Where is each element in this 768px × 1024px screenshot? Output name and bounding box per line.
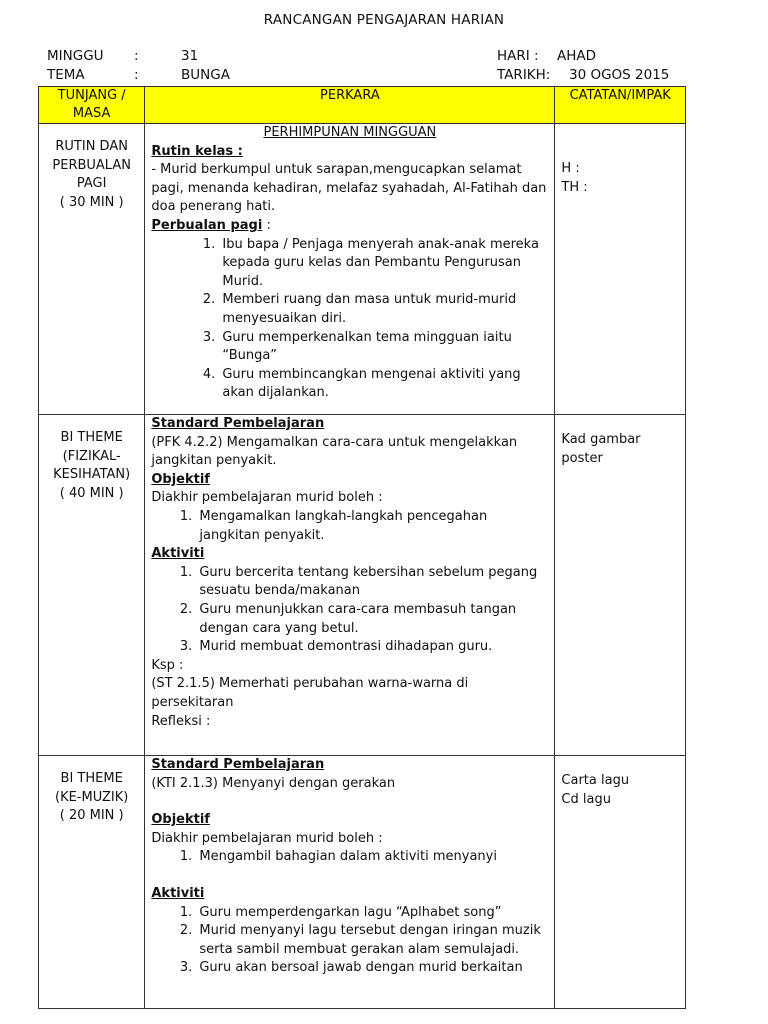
- col-header-tunjang: [39, 87, 145, 124]
- table-row: [39, 124, 686, 415]
- objektif-title: Objektif: [151, 812, 210, 828]
- tema-value: BUNGA: [181, 67, 230, 83]
- standard-text: (PFK 4.2.2) Mengamalkan cara-cara untuk mengelakkan jangkitan penyakit.: [151, 434, 518, 469]
- minggu-label: MINGGU: [47, 48, 104, 64]
- spacer: [151, 867, 548, 885]
- perkara-cell-rutin: [145, 124, 555, 415]
- objektif-intro: Diakhir pembelajaran murid boleh :: [151, 830, 383, 846]
- standard-text: (KTI 2.1.3) Menyanyi dengan gerakan: [151, 775, 396, 791]
- tunjang-line: KESIHATAN): [53, 467, 131, 483]
- minggu-value: 31: [181, 48, 199, 64]
- tunjang-line: BI THEME: [60, 771, 123, 786]
- hari-value: AHAD: [557, 48, 597, 64]
- tunjang-line: (KE-MUZIK): [55, 789, 129, 805]
- tunjang-line: RUTIN DAN: [55, 139, 128, 154]
- perbualan-colon: :: [262, 217, 271, 233]
- lesson-plan-table: [38, 86, 686, 1009]
- catatan-line: Carta lagu: [561, 773, 630, 788]
- col-header-perkara-text: PERKARA: [320, 88, 380, 103]
- perbualan-list: [151, 236, 548, 403]
- tunjang-line: ( 20 MIN ): [59, 808, 124, 824]
- objektif-list: [151, 848, 548, 867]
- section-heading: PERHIMPUNAN MINGGUAN: [263, 125, 437, 140]
- aktiviti-title: Aktiviti: [151, 885, 205, 901]
- tunjang-line: (FIZIKAL-: [62, 448, 121, 464]
- ksp-label: Ksp :: [151, 657, 184, 673]
- rutin-text: - Murid berkumpul untuk sarapan,mengucapkan selamat pagi, menanda kehadiran, melafaz syahadah, Al-Fatihah dan doa penerang hati.: [151, 162, 547, 215]
- catatan-cell-rutin: [555, 124, 686, 415]
- aktiviti-list: [151, 564, 548, 657]
- ksp-text: (ST 2.1.5) Memerhati perubahan warna-warna di persekitaran: [151, 676, 469, 710]
- perkara-cell-fizikal: [145, 415, 555, 756]
- standard-title: Standard Pembelajaran: [151, 416, 325, 431]
- table-row: [39, 756, 686, 1009]
- table-header-row: [39, 87, 686, 124]
- catatan-line: TH :: [561, 179, 588, 195]
- catatan-cell-fizikal: [555, 415, 686, 756]
- list-item: 1. Mengambil bahagian dalam aktiviti menyanyi: [196, 848, 548, 867]
- page-title: RANCANGAN PENGAJARAN HARIAN: [263, 12, 505, 28]
- catatan-line: H :: [561, 161, 580, 176]
- objektif-list: [151, 508, 548, 545]
- tarikh-label: TARIKH:: [497, 67, 551, 83]
- aktiviti-title: Aktiviti: [151, 546, 205, 562]
- refleksi-label: Refleksi :: [151, 713, 211, 729]
- tunjang-cell-rutin: [39, 124, 145, 415]
- tarikh-value: 30 OGOS 2015: [569, 67, 670, 83]
- catatan-cell-muzik: [555, 756, 686, 1009]
- tunjang-line: PAGI: [76, 176, 107, 192]
- col-header-tunjang-text: TUNJANG / MASA: [57, 88, 126, 121]
- table-row: [39, 415, 686, 756]
- list-item: 1. Guru memperdengarkan lagu “Aplhabet song”: [196, 904, 548, 923]
- list-item: 4. Guru membincangkan mengenai aktiviti yang akan dijalankan.: [219, 366, 548, 403]
- list-item: 1. Ibu bapa / Penjaga menyerah anak-anak mereka kepada guru kelas dan Pembantu Pengurusan Murid.: [219, 236, 548, 292]
- hari-label: HARI :: [497, 48, 539, 64]
- objektif-title: Objektif: [151, 471, 210, 487]
- tunjang-line: ( 30 MIN ): [59, 194, 124, 210]
- spacer: [151, 793, 548, 811]
- tunjang-cell-fizikal: [39, 415, 145, 756]
- aktiviti-list: [151, 904, 548, 978]
- objektif-intro: Diakhir pembelajaran murid boleh :: [151, 490, 383, 506]
- tunjang-line: BI THEME: [60, 430, 123, 445]
- catatan-line: poster: [561, 450, 603, 466]
- tunjang-line: PERBUALAN: [52, 157, 131, 173]
- col-header-catatan: [555, 87, 686, 124]
- perbualan-title: Perbualan pagi: [151, 217, 263, 233]
- tunjang-line: ( 40 MIN ): [59, 485, 124, 501]
- tunjang-cell-muzik: [39, 756, 145, 1009]
- list-item: 2. Guru menunjukkan cara-cara membasuh tangan dengan cara yang betul.: [196, 601, 548, 638]
- list-item: 3. Guru akan bersoal jawab dengan murid berkaitan: [196, 959, 548, 978]
- catatan-line: Cd lagu: [561, 791, 611, 807]
- rutin-title: Rutin kelas :: [151, 143, 243, 159]
- catatan-line: Kad gambar: [561, 432, 641, 447]
- perkara-cell-muzik: [145, 756, 555, 1009]
- list-item: 2. Murid menyanyi lagu tersebut dengan iringan muzik serta sambil membuat gerakan alam semulajadi.: [196, 922, 548, 959]
- col-header-catatan-text: CATATAN/IMPAK: [569, 88, 671, 103]
- list-item: 1. Mengamalkan langkah-langkah pencegahan jangkitan penyakit.: [196, 508, 548, 545]
- tema-label: TEMA: [47, 67, 85, 83]
- standard-title: Standard Pembelajaran: [151, 757, 325, 772]
- col-header-perkara: [145, 87, 555, 124]
- list-item: 2. Memberi ruang dan masa untuk murid-murid menyesuaikan diri.: [219, 291, 548, 328]
- list-item: 1. Guru bercerita tentang kebersihan sebelum pegang sesuatu benda/makanan: [196, 564, 548, 601]
- tema-colon: :: [134, 67, 139, 83]
- list-item: 3. Murid membuat demontrasi dihadapan guru.: [196, 638, 548, 657]
- minggu-colon: :: [134, 48, 139, 64]
- list-item: 3. Guru memperkenalkan tema mingguan iaitu “Bunga”: [219, 329, 548, 366]
